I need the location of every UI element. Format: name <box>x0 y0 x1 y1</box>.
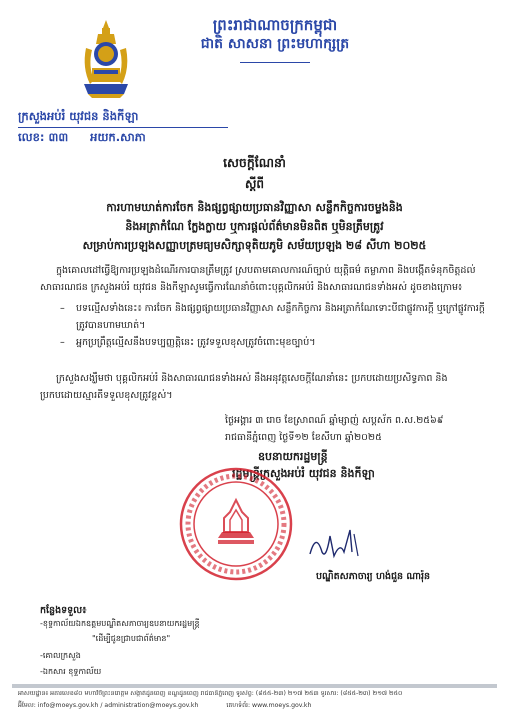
lunar-date: ថ្ងៃអង្គារ ៣ រោច ខែស្រាពណ៍ ឆ្នាំម្សាញ់ សប្តស័ក ព.ស.២៥៦៩ <box>225 415 444 426</box>
recipients-title: កន្លែងទទួល៖ <box>40 605 87 616</box>
ref-no: លេខ: ៣៣ <box>18 130 69 144</box>
footer-address: អាសយដ្ឋាន៖ អគារលេខ៨០ មហាវិថីព្រះនរោត្តម សង្កាត់ដូនពេញ ខណ្ឌដូនពេញ រាជធានីភ្នំពេញ ទូរស័ព្ទ: (៨៥៥-២៣) ២១៧ ២៥៣ ទូរសារ: (៨៥៥-២៣) ២១៧ ២៥០ <box>18 690 403 697</box>
subject-line-1: ការហាមឃាត់ការចែក និងផ្សព្វផ្សាយប្រធានវិញ្ញាសា សន្លឹកកិច្ចការចម្លងនិង <box>106 201 403 214</box>
ministry-name: ក្រសួងអប់រំ យុវជន និងកីឡា <box>18 109 139 123</box>
royal-emblem-icon <box>78 18 134 100</box>
body-bullet-list <box>60 300 485 351</box>
footer-contact <box>18 702 498 711</box>
signer-office: ឧបនាយករដ្ឋមន្ត្រី <box>258 450 328 463</box>
recipient-note: "ដើម្បីជូនជ្រាបជាព័ត៌មាន" <box>92 634 171 643</box>
kingdom-title: ព្រះរាជាណាចក្រកម្ពុជា <box>212 16 338 34</box>
kingdom-header <box>160 16 390 66</box>
reference-number <box>18 130 164 147</box>
notice-about: ស្តីពី <box>244 177 265 191</box>
recipient-item: -គោលក្រសួង <box>40 651 81 660</box>
bullet-item: – អ្នកប្រព្រឹត្តល្មើសនឹងបទប្បញ្ញត្តិនេះ ត្រូវទទួលខុសត្រូវចំពោះមុខច្បាប់។ <box>60 334 485 351</box>
ornament-divider <box>240 58 310 66</box>
recipient-item: -ខុទ្ទកាល័យឯកឧត្តមបណ្ឌិតសភាចារ្យឧបនាយករដ្ឋមន្ត្រី <box>40 619 200 628</box>
gregorian-date: រាជធានីភ្នំពេញ ថ្ងៃទី១២ ខែសីហា ឆ្នាំ២០២៥ <box>225 432 382 443</box>
footer-website: គេហទំព័រ: www.moeys.gov.kh <box>226 702 312 709</box>
footer-divider <box>12 684 497 688</box>
notice-subject <box>20 198 489 255</box>
signer-name: បណ្ឌិតសភាចារ្យ ហង់ជួន ណារ៉ុន <box>316 571 431 582</box>
subject-line-2: និងអត្រាកំណែ ក្លែងក្លាយ ឬការផ្តល់ព័ត៌មានមិនពិត ឬមិនត្រឹមត្រូវ <box>125 220 384 233</box>
ministry-seal-icon <box>178 466 294 582</box>
signature-icon <box>300 522 380 562</box>
body-paragraph-2: ក្រសួងសង្ឃឹមថា បុគ្គលិកអប់រំ និងសាធារណជនទាំងអស់ នឹងអនុវត្តសេចក្តីណែនាំនេះ ប្រកបដោយប្រសិទ្ធភាព និងប្រកបដោយស្មារតីទទួលខុសត្រូវខ្ពស់។ <box>40 373 448 401</box>
notice-title: សេចក្តីណែនាំ <box>223 155 286 170</box>
ref-tag: អយក.សាភា <box>90 130 146 144</box>
subject-line-3: សម្រាប់ការប្រឡងសញ្ញាបត្រមធ្យមសិក្សាទុតិយភូមិ សម័យប្រឡង ២៨ សីហា ២០២៥ <box>82 239 427 252</box>
footer-email: អ៊ីមែល: info@moeys.gov.kh / administration@moeys.gov.kh <box>18 702 199 709</box>
body-paragraph-1: ក្នុងគោលដៅធ្វើឱ្យការប្រឡងដំណើរការបានត្រឹមត្រូវ ស្របតាមគោលការណ៍ច្បាប់ យុត្តិធម៌ តម្លាភាព និងបង្កើតទំនុកចិត្តដល់សាធារណជន ក្រសួងអប់រំ យុវជន និងកីឡាសូមធ្វើការណែនាំចំពោះបុគ្គលិកអប់រំ និងសាធារណជនទាំងអស់ ដូចខាងក្រោម៖ <box>40 265 476 293</box>
bullet-item: – បទល្មើសទាំងនេះ៖ ការចែក និងផ្សព្វផ្សាយប្រធានវិញ្ញាសា សន្លឹកកិច្ចការ និងអត្រាកំណែទោះបីជាផ្លូវការក្តី ឬក្រៅផ្លូវការក្តី ត្រូវបានហាមឃាត់។ <box>60 300 485 334</box>
signer-title: រដ្ឋមន្ត្រីក្រសួងអប់រំ យុវជន និងកីឡា <box>232 467 375 480</box>
ministry-underline <box>18 127 228 128</box>
recipient-item: -ឯកសារ ខុទ្ទកាល័យ <box>40 667 102 676</box>
kingdom-motto: ជាតិ សាសនា ព្រះមហាក្សត្រ <box>200 36 350 52</box>
